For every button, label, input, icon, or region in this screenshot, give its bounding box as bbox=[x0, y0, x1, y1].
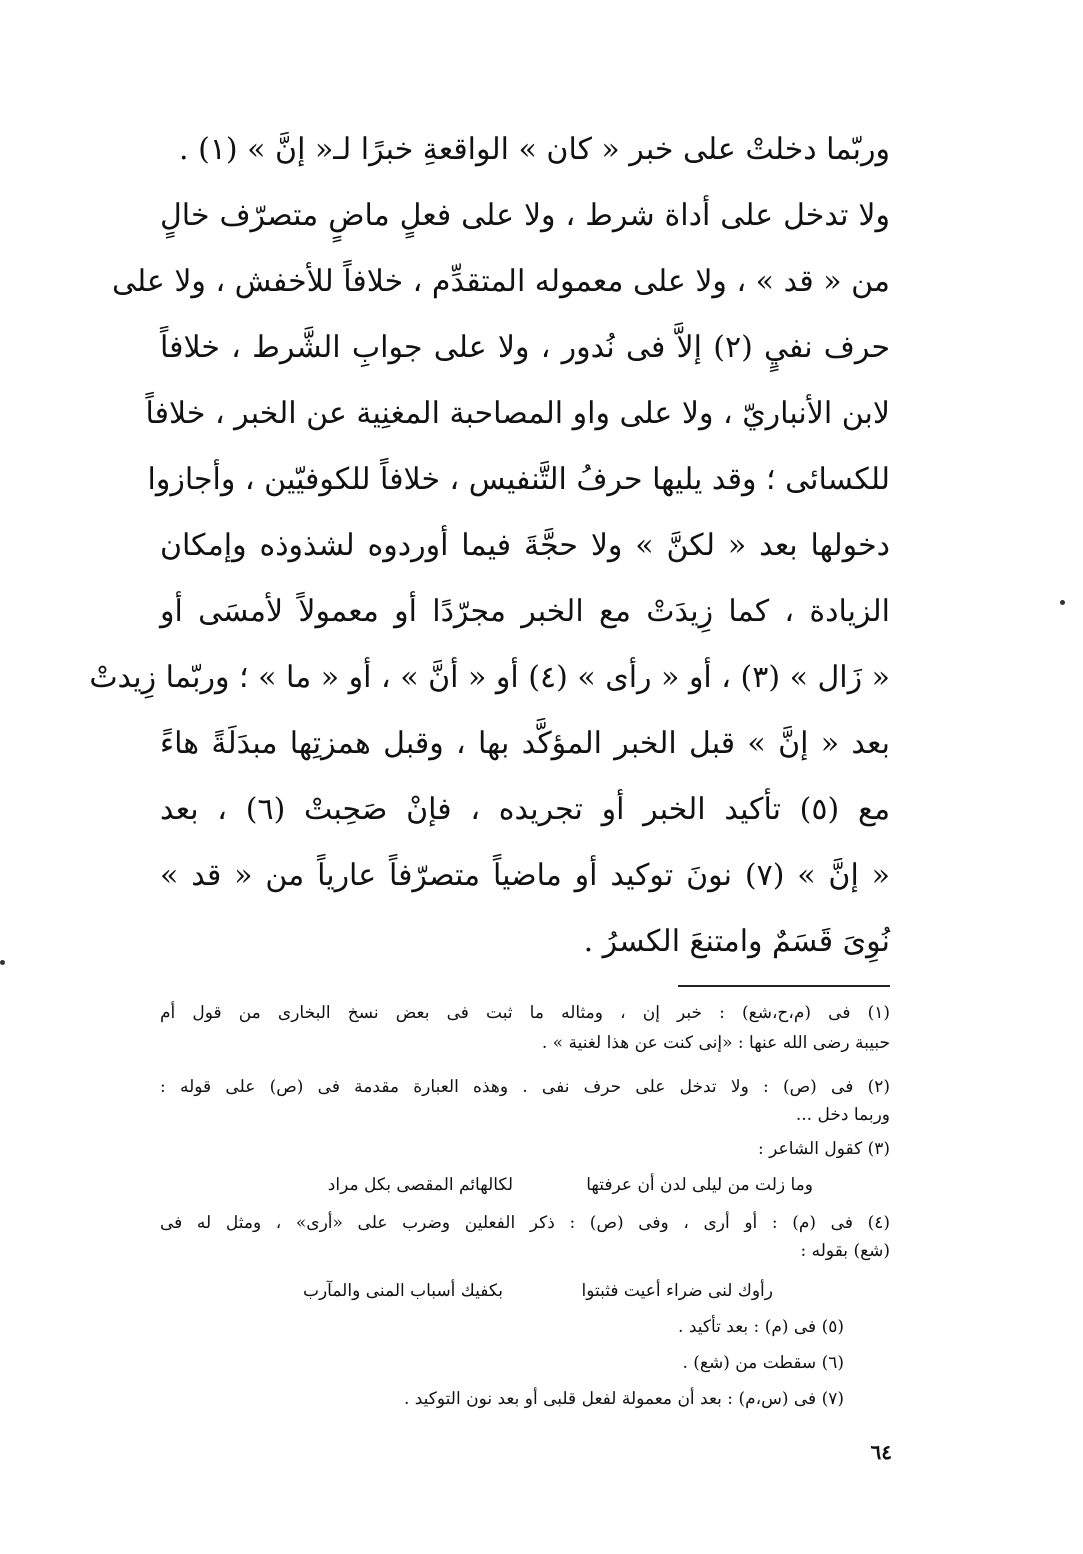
scan-dot bbox=[1060, 600, 1065, 605]
footnote-line: (٦) سقطت من (شع) . bbox=[682, 1353, 844, 1373]
scan-dot bbox=[0, 960, 5, 965]
main-text-line: نُوِىَ قَسَمٌ وامتنعَ الكسرُ . bbox=[583, 924, 890, 959]
main-text-line: لابن الأنباريّ ، ولا على واو المصاحبة المغنِية عن الخبر ، خلافاً bbox=[145, 396, 890, 431]
main-text-line: دخولها بعد « لكنَّ » ولا حجَّةَ فيما أوردوه لشذوذه وإمكان bbox=[160, 528, 890, 563]
footnote-line: (٧) فى (س،م) : بعد أن معمولة لفعل قلبى أو بعد نون التوكيد . bbox=[403, 1389, 844, 1409]
main-text-line: ولا تدخل على أداة شرط ، ولا على فعلٍ ماضٍ متصرّف خالٍ bbox=[160, 198, 890, 233]
footnote-line: (٣) كقول الشاعر : bbox=[758, 1139, 890, 1159]
footnote-line: وربما دخل ... bbox=[795, 1105, 890, 1125]
verse-hemistich: بكفيك أسباب المنى والمآرب bbox=[302, 1281, 503, 1301]
footnote-line: (٥) فى (م) : بعد تأكيد . bbox=[678, 1317, 844, 1337]
footnote-line: (١) فى (م،ح،شع) : خبر إن ، ومثاله ما ثبت فى بعض نسخ البخارى من قول أم bbox=[160, 1003, 890, 1023]
verse-hemistich: وما زلت من ليلى لدن أن عرفتها bbox=[586, 1175, 813, 1195]
footnote-line: (٢) فى (ص) : ولا تدخل على حرف نفى . وهذه العبارة مقدمة فى (ص) على قوله : bbox=[160, 1077, 890, 1097]
footnote-line: (٤) فى (م) : أو أرى ، وفى (ص) : ذكر الفعلين وضرب على «أرى» ، ومثل له فى bbox=[160, 1213, 890, 1233]
main-text-line: للكسائى ؛ وقد يليها حرفُ التَّنفيس ، خلافاً للكوفيّين ، وأجازوا bbox=[147, 462, 890, 497]
main-text-line: « زَال » (٣) ، أو « رأى » (٤) أو « أنَّ » ، أو « ما » ؛ وربّما زِيدتْ bbox=[89, 660, 890, 695]
main-text-line: حرف نفيٍ (٢) إلاَّ فى نُدور ، ولا على جوابِ الشَّرط ، خلافاً bbox=[160, 330, 890, 365]
footnote-separator bbox=[678, 985, 890, 987]
main-text-line: بعد « إنَّ » قبل الخبر المؤكَّد بها ، وقبل همزتِها مبدَلَةً هاءً bbox=[160, 726, 890, 761]
main-text-line: مع (٥) تأكيد الخبر أو تجريده ، فإنْ صَحِبتْ (٦) ، بعد bbox=[160, 792, 891, 827]
footnote-line: حبيبة رضى الله عنها : «إنى كنت عن هذا لغنية » . bbox=[541, 1033, 890, 1053]
main-text-line: الزيادة ، كما زِيدَتْ مع الخبر مجرّدًا أو معمولاً لأمسَى أو bbox=[160, 594, 890, 629]
verse-hemistich: لكالهائم المقصى بكل مراد bbox=[327, 1175, 513, 1195]
main-text-line: وربّما دخلتْ على خبر « كان » الواقعةِ خبرًا لـ« إنَّ » (١) . bbox=[179, 132, 890, 167]
verse-hemistich: رأوك لنى ضراء أعيت فثبتوا bbox=[581, 1281, 773, 1301]
main-text-line: « إنَّ » (٧) نونَ توكيد أو ماضياً متصرّفاً عارياً من « قد » bbox=[160, 858, 891, 893]
footnote-line: (شع) بقوله : bbox=[800, 1241, 890, 1261]
main-text-line: من « قد » ، ولا على معموله المتقدِّم ، خلافاً للأخفش ، ولا على bbox=[111, 264, 890, 299]
page-number: ٦٤ bbox=[870, 1440, 892, 1464]
